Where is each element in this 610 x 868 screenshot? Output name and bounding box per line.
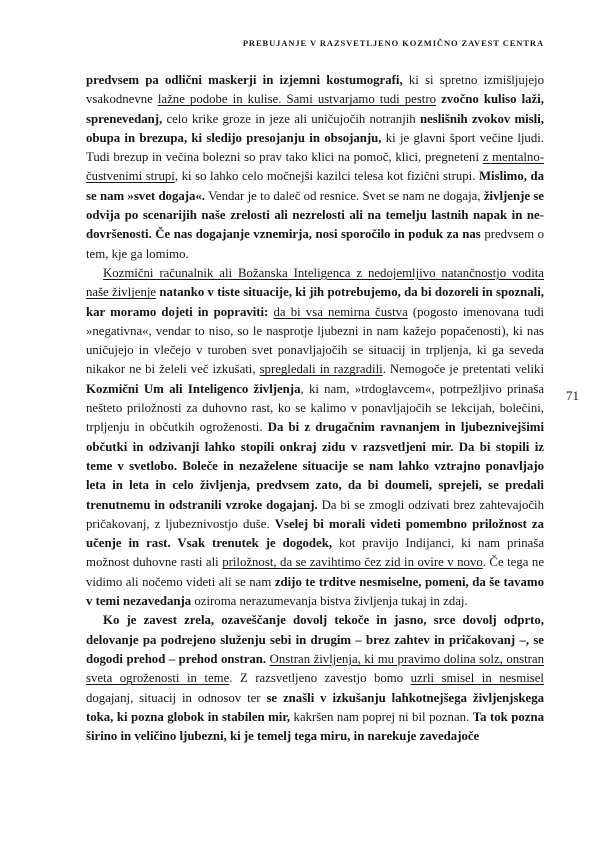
- paragraph: [86, 71, 544, 264]
- text-segment: zvočno kuliso laži, sprenevedanj,: [86, 92, 544, 126]
- text-segment: Mislimo, da se nam »svet dogaja«.: [86, 169, 544, 203]
- text-segment: Kozmični Um ali Inteligenco življenja: [86, 381, 301, 396]
- text-segment: . Če tega ne vidimo ali nočemo videti ali se nam: [86, 555, 545, 589]
- text-segment: Da bi z drugačnim ravnanjem in ljubeznivejšimi občutki in odzivanji lahko stopili onkraj zidu v razsvetljeni mir. Da bi stopili iz teme v svetlobo. Boleče in nezaželene situacije se nam lahko vztrajno ponavljajo leta in leta in celo življenja, predvsem zato, da bi doumeli, sprejeli, se predali trenutnemu in odstranili vzroke dogajanj.: [86, 420, 545, 512]
- text-segment: lažne podobe in kulise. Sami ustvarjamo tudi pestro: [157, 92, 437, 107]
- text-segment: priložnost, da se zavihtimo čez zid in ovire v novo: [222, 555, 483, 570]
- text-segment: oziroma nerazumevanja bistva življenja tukaj in zdaj.: [194, 594, 468, 609]
- text-segment: , ki so lahko celo močnejši kazilci telesa kot fizični strupi.: [174, 169, 479, 184]
- page-number: 71: [566, 388, 579, 403]
- paragraph: [86, 264, 544, 611]
- text-segment: Onstran življenja, ki mu pravimo dolina solz, onstran sveta ogroženosti in teme: [86, 651, 544, 686]
- text-segment: dogajanj, situacij in odnosov ter: [86, 690, 267, 705]
- text-segment: ki je glavni šport večine ljudi. Tudi brezup in večina bolezni so prav tako klici na pomoč, klici, pregneteni: [86, 130, 544, 165]
- text-segment: da bi vsa nemirna čustva: [273, 304, 408, 319]
- text-segment: ki si spretno izmišljujejo vsakodnevne: [86, 73, 544, 107]
- text-segment: predvsem o tem, kje ga lomimo.: [86, 227, 544, 261]
- text-segment: Kozmični računalnik ali Božanska Inteligenca z nedojemljivo natančnostjo vodita naše življenje: [86, 265, 544, 300]
- text-segment: predvsem pa odlični maskerji in izjemni kostumografi,: [86, 73, 403, 87]
- text-segment: celo krike groze in jeze ali uničujočih notranjih: [162, 111, 420, 126]
- text-segment: . Z razsvetljeno zavestjo bomo: [229, 671, 411, 686]
- paragraph: [86, 611, 544, 746]
- running-header: PREBUJANJE V RAZSVETLJENO KOZMIČNO ZAVEST CENTRA: [242, 38, 544, 48]
- text-segment: Ta tok pozna širino in veličino ljubezni, ki je temelj tega miru, in narekuje zavedajoče: [86, 709, 544, 744]
- text-segment: Vselej bi morali videti pomembno priložnost za učenje in rast. Vsak trenutek je dogodek,: [86, 516, 544, 551]
- text-segment: neslišnih zvokov misli, obupa in brezupa, ki sledijo presojanju in obsojanju,: [86, 111, 544, 145]
- text-segment: , ki nam, »trdoglavcem«, potrpežljivo prinaša nešteto priložnosti za duhovno rast, ko se kalimo v ponavljajočih se lekcijah, bolečini, trpljenju in občutkih ogroženosti.: [86, 381, 545, 435]
- text-segment: Da bi se zmogli odzivati brez zahtevajočih pričakovanj, z ljubeznivostjo duše.: [86, 497, 544, 531]
- text-block: [86, 71, 544, 746]
- text-segment: se znašli v izkušanju lahkotnejšega življenjskega toka, ki pozna globok in stabilen mir,: [86, 690, 544, 724]
- text-segment: Vendar je to daleč od resnice. Svet se nam ne dogaja,: [205, 188, 484, 203]
- text-segment: življenje se odvija po scenarijih naše zrelosti ali nezrelosti ali na temelju lastnih napak in ne-dovršenosti. Če nas dogajanje vznemirja, nosi sporočilo in poduk za nas: [86, 188, 544, 242]
- text-segment: zdijo te trditve nesmiselne, pomeni, da še tavamo v temi nezavedanja: [86, 574, 544, 609]
- text-segment: . Nemogoče je pretentati veliki: [382, 362, 544, 377]
- text-segment: natanko v tiste situacije, ki jih potrebujemo, da bi dozoreli in spoznali, kar moramo dojeti in popraviti:: [86, 285, 544, 319]
- text-segment: spregledali in razgradili: [259, 362, 383, 377]
- text-segment: kot pravijo Indijanci, ki nam prinaša možnost duhovne rasti ali: [86, 536, 544, 570]
- text-segment: z mentalno-čustvenimi strupi: [86, 150, 544, 184]
- text-segment: (pogosto imenovana tudi »negativna«, vendar to niso, so le nasprotje ljubezni in nam kažejo popačenosti), ki nas uničujejo in vlečejo v turoben svet ponavljajočih se situacij in trpljenja, ki ga seveda nikakor ne bi želeli več izkušati,: [86, 304, 544, 377]
- text-segment: kakršen nam poprej ni bil poznan.: [290, 709, 473, 724]
- text-segment: uzrli smisel in nesmisel: [410, 671, 544, 686]
- text-segment: Ko je zavest zrela, ozaveščanje dovolj tekoče in jasno, srce dovolj odprto, delovanje pa podrejeno služenju sebi in drugim – brez zahtev in pričakovanj –, se dogodi prehod – prehod onstran.: [86, 613, 544, 666]
